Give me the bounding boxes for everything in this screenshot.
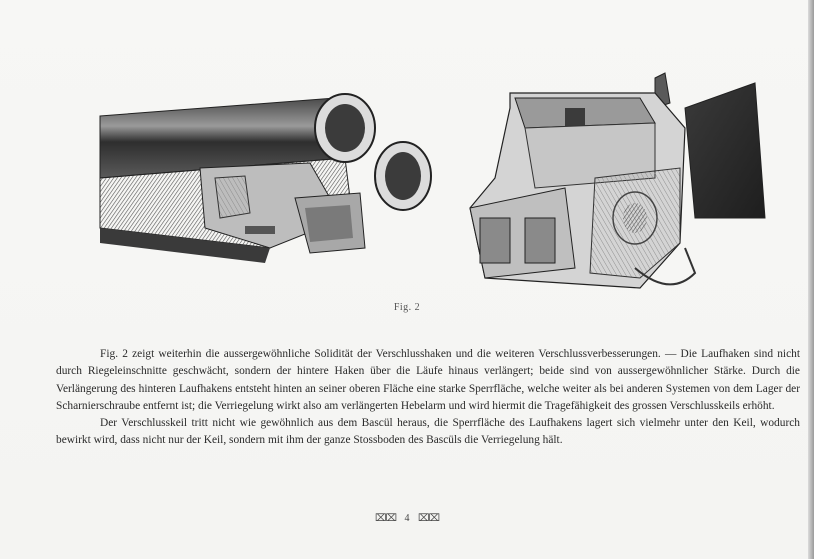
action-group (470, 73, 765, 288)
left-ornament: ⌧⌧ (374, 513, 396, 524)
right-ornament: ⌧⌧ (418, 513, 440, 524)
body-text (56, 346, 800, 450)
paragraph-2: Der Verschlusskeil tritt nicht wie gewöhnlich aus dem Bascül heraus, die Sperrfläche des Laufhakens lagert sich vielmehr unter den Keil, wodurch bewirkt wird, dass nicht nur der Keil, sondern mit ihm der ganze Stossboden des Bascüls die Verriegelung hält. (56, 417, 800, 447)
paragraph-1: Fig. 2 zeigt weiterhin die aussergewöhnliche Solidität der Verschlusshaken und die weiteren Verschlussverbesserungen. — Die Laufhaken sind nicht durch Riegeleinschnitte geschwächt, sondern der hintere Haken über die Läufe hinaus verlängert; beide sind von aussergewöhnlicher Stärke. Durch die Verlängerung des hinteren Laufhakens entsteht hinten an seiner oberen Fläche eine starke Sperrfläche, welche weiter als bei anderen Systemen von dem Lager der Scharnierschraube entfernt ist; die Verriegelung wirkt also am verlängerten Hebelarm und wird hiermit die Tragefähigkeit des grossen Verschlusskeils erhöht. (56, 348, 800, 412)
barrels-group (100, 94, 431, 263)
page-footer (0, 513, 814, 524)
page-edge-shadow (808, 0, 814, 559)
figure-caption: Fig. 2 (393, 302, 421, 313)
shotgun-breech-engraving (95, 68, 775, 298)
page-number: 4 (404, 513, 410, 524)
